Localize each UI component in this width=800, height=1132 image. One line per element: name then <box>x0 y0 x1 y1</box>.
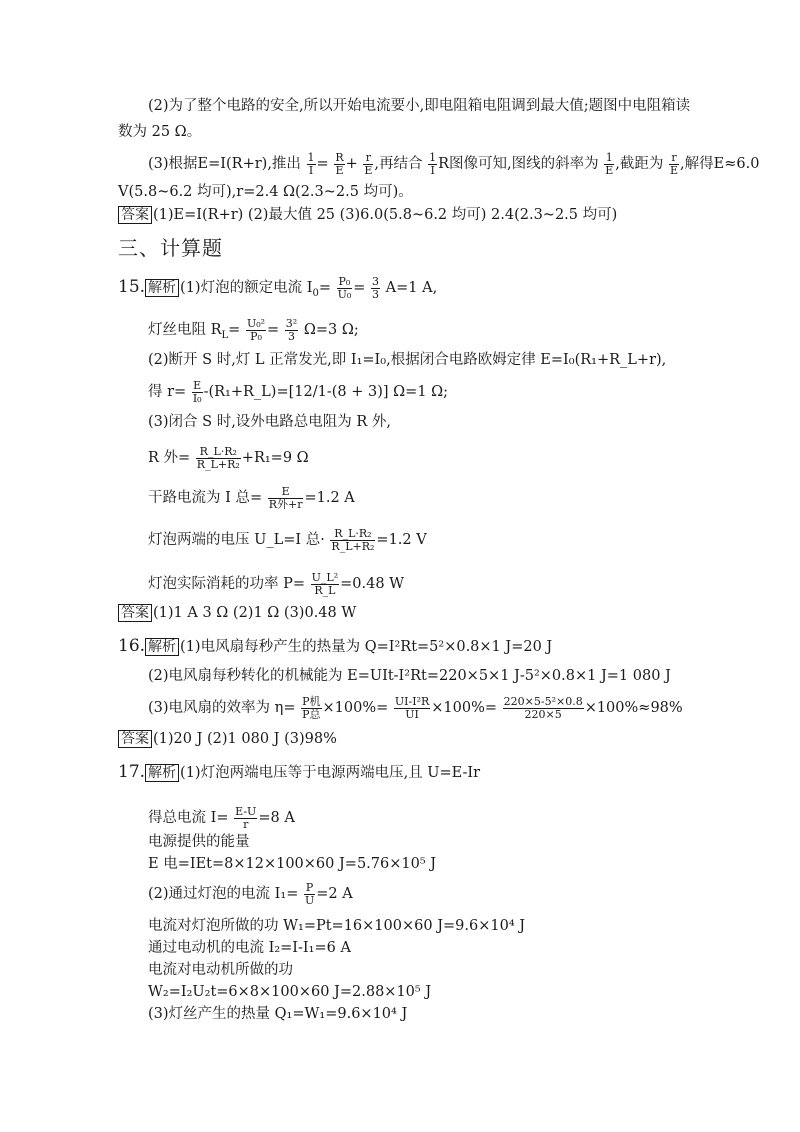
fraction: $\frac{1}{I}$ <box>307 151 315 177</box>
text-line: (2)通过灯泡的电流 I₁= $\frac{P}{U}$ =2 A <box>148 881 353 907</box>
text-line: 电流对电动机所做的功 <box>148 962 293 978</box>
question-number: 16. <box>118 636 146 656</box>
question-number: 17. <box>118 762 146 782</box>
text-line: (2)为了整个电路的安全,所以开始电流要小,即电阻箱电阻调到最大值;题图中电阻箱读 <box>148 98 691 114</box>
fraction: $\frac{3}{3}$ <box>372 275 380 301</box>
text-line: (2)电风扇每秒转化的机械能为 E=UIt-I²Rt=220×5×1 J-5²×0.8×1 J=1 080 J <box>148 668 671 684</box>
text-line: 电流对灯泡所做的功 W₁=Pt=16×100×60 J=9.6×10⁴ J <box>148 918 526 934</box>
text-line: W₂=I₂U₂t=6×8×100×60 J=2.88×10⁵ J <box>148 984 432 1000</box>
question-17: 17. 解析 (1)灯泡两端电压等于电源两端电压,且 U=E-Ir <box>118 762 481 782</box>
text-line: (3)闭合 S 时,设外电路总电阻为 R 外, <box>148 414 392 430</box>
question-16: 16. 解析 (1)电风扇每秒产生的热量为 Q=I²Rt=5²×0.8×1 J=20 J <box>118 636 553 656</box>
text-line: E 电=IEt=8×12×100×60 J=5.76×10⁵ J <box>148 856 437 872</box>
question-15: 15. 解析 (1)灯泡的额定电流 $I_0=$ $\frac{\text{P₀}}{\text{U₀}}$ = $\frac{3}{3}$ A=1 A, <box>118 275 438 301</box>
text-line: V(5.8~6.2 均可),r=2.4 Ω(2.3~2.5 均可)。 <box>118 184 413 200</box>
fraction: $\frac{E}{\text{R外+r}}$ <box>268 485 303 511</box>
text-line: 灯泡两端的电压 U_L=I 总· $\frac{\text{R\_L·R₂}}{\text{R\_L+R₂}}$ =1.2 V <box>148 527 427 553</box>
text-line: 得 r= $\frac{E}{\text{I₀}}$ -(R₁+R_L)=[12/1-(8 + 3)] Ω=1 Ω; <box>148 379 449 405</box>
analysis-tag: 解析 <box>145 764 179 782</box>
answer-line: 答案 (1)E=I(R+r) (2)最大值 25 (3)6.0(5.8~6.2 均可) 2.4(2.3~2.5 均可) <box>118 206 617 224</box>
answer-tag: 答案 <box>118 730 152 748</box>
fraction: $\frac{P}{U}$ <box>304 881 315 907</box>
fraction: $\frac{\text{P机}}{\text{P总}}$ <box>302 695 321 721</box>
fraction: $\frac{1}{E}$ <box>605 151 614 177</box>
fraction: $\frac{\text{220×5-5²×0.8}}{220\times 5}$ <box>503 695 583 721</box>
text-line: 得总电流 I= $\frac{E-U}{r}$ =8 A <box>148 805 295 831</box>
fraction: $\frac{E}{\text{I₀}}$ <box>192 379 202 405</box>
section-heading: 三、计算题 <box>118 236 223 260</box>
fraction: $\frac{\text{P₀}}{\text{U₀}}$ <box>337 275 352 301</box>
text-line: 灯泡实际消耗的功率 P= $\frac{\text{U\_L²}}{R\_L}$ =0.48 W <box>148 571 405 597</box>
fraction: $\frac{\text{R\_L·R₂}}{\text{R\_L+R₂}}$ <box>196 445 240 471</box>
text-line: (3)灯丝产生的热量 Q₁=W₁=9.6×10⁴ J <box>148 1006 408 1022</box>
fraction: $\frac{\text{R\_L·R₂}}{\text{R\_L+R₂}}$ <box>331 527 375 553</box>
fraction: $\frac{\text{U₀²}}{\text{P₀}}$ <box>246 317 266 343</box>
text-line: (3)根据E=I(R+r),推出 $\frac{1}{I}$ = $\frac{R}{E}$ + $\frac{r}{E}$ ,再结合 $\frac{1}{I}$ R图像可知,图线的斜率为 $\frac{1}{E}$ ,截距为 $\frac{r}{E}$ ,解得E≈6.0 <box>148 151 760 177</box>
answer-line: 答案 (1)1 A 3 Ω (2)1 Ω (3)0.48 W <box>118 604 356 622</box>
text-line: R 外= $\frac{\text{R\_L·R₂}}{\text{R\_L+R₂}}$ +R₁=9 Ω <box>148 445 309 471</box>
text-line: 电源提供的能量 <box>148 834 250 850</box>
text-line: (3)电风扇的效率为 η= $\frac{\text{P机}}{\text{P总}}$ ×100%= $\frac{\text{UI-I²R}}{UI}$ ×100%= $\frac{\text{220×5-5²×0.8}}{220\times 5}$ ×100%≈98% <box>148 695 683 721</box>
analysis-tag: 解析 <box>145 279 179 297</box>
answer-tag: 答案 <box>118 206 152 224</box>
text-line: 数为 25 Ω。 <box>118 124 202 140</box>
text-line: 灯丝电阻 $R_L=$ $\frac{\text{U₀²}}{\text{P₀}}$ = $\frac{\text{3²}}{3}$ Ω=3 Ω; <box>148 317 359 343</box>
fraction: $\frac{\text{U\_L²}}{R\_L}$ <box>311 571 339 597</box>
text-line: (2)断开 S 时,灯 L 正常发光,即 I₁=I₀,根据闭合电路欧姆定律 E=I₀(R₁+R_L+r), <box>148 352 667 368</box>
fraction: $\frac{\text{UI-I²R}}{UI}$ <box>394 695 430 721</box>
fraction: $\frac{r}{E}$ <box>364 151 373 177</box>
fraction: $\frac{E-U}{r}$ <box>235 805 257 831</box>
question-number: 15. <box>118 277 146 298</box>
analysis-tag: 解析 <box>145 638 179 656</box>
answer-tag: 答案 <box>118 604 152 622</box>
text-line: 通过电动机的电流 I₂=I-I₁=6 A <box>148 940 351 956</box>
fraction: $\frac{R}{E}$ <box>335 151 344 177</box>
answer-line: 答案 (1)20 J (2)1 080 J (3)98% <box>118 730 337 748</box>
fraction: $\frac{1}{I}$ <box>429 151 437 177</box>
fraction: $\frac{r}{E}$ <box>670 151 679 177</box>
text-line: 干路电流为 I 总= $\frac{E}{\text{R外+r}}$ =1.2 A <box>148 485 355 511</box>
fraction: $\frac{\text{3²}}{3}$ <box>285 317 298 343</box>
